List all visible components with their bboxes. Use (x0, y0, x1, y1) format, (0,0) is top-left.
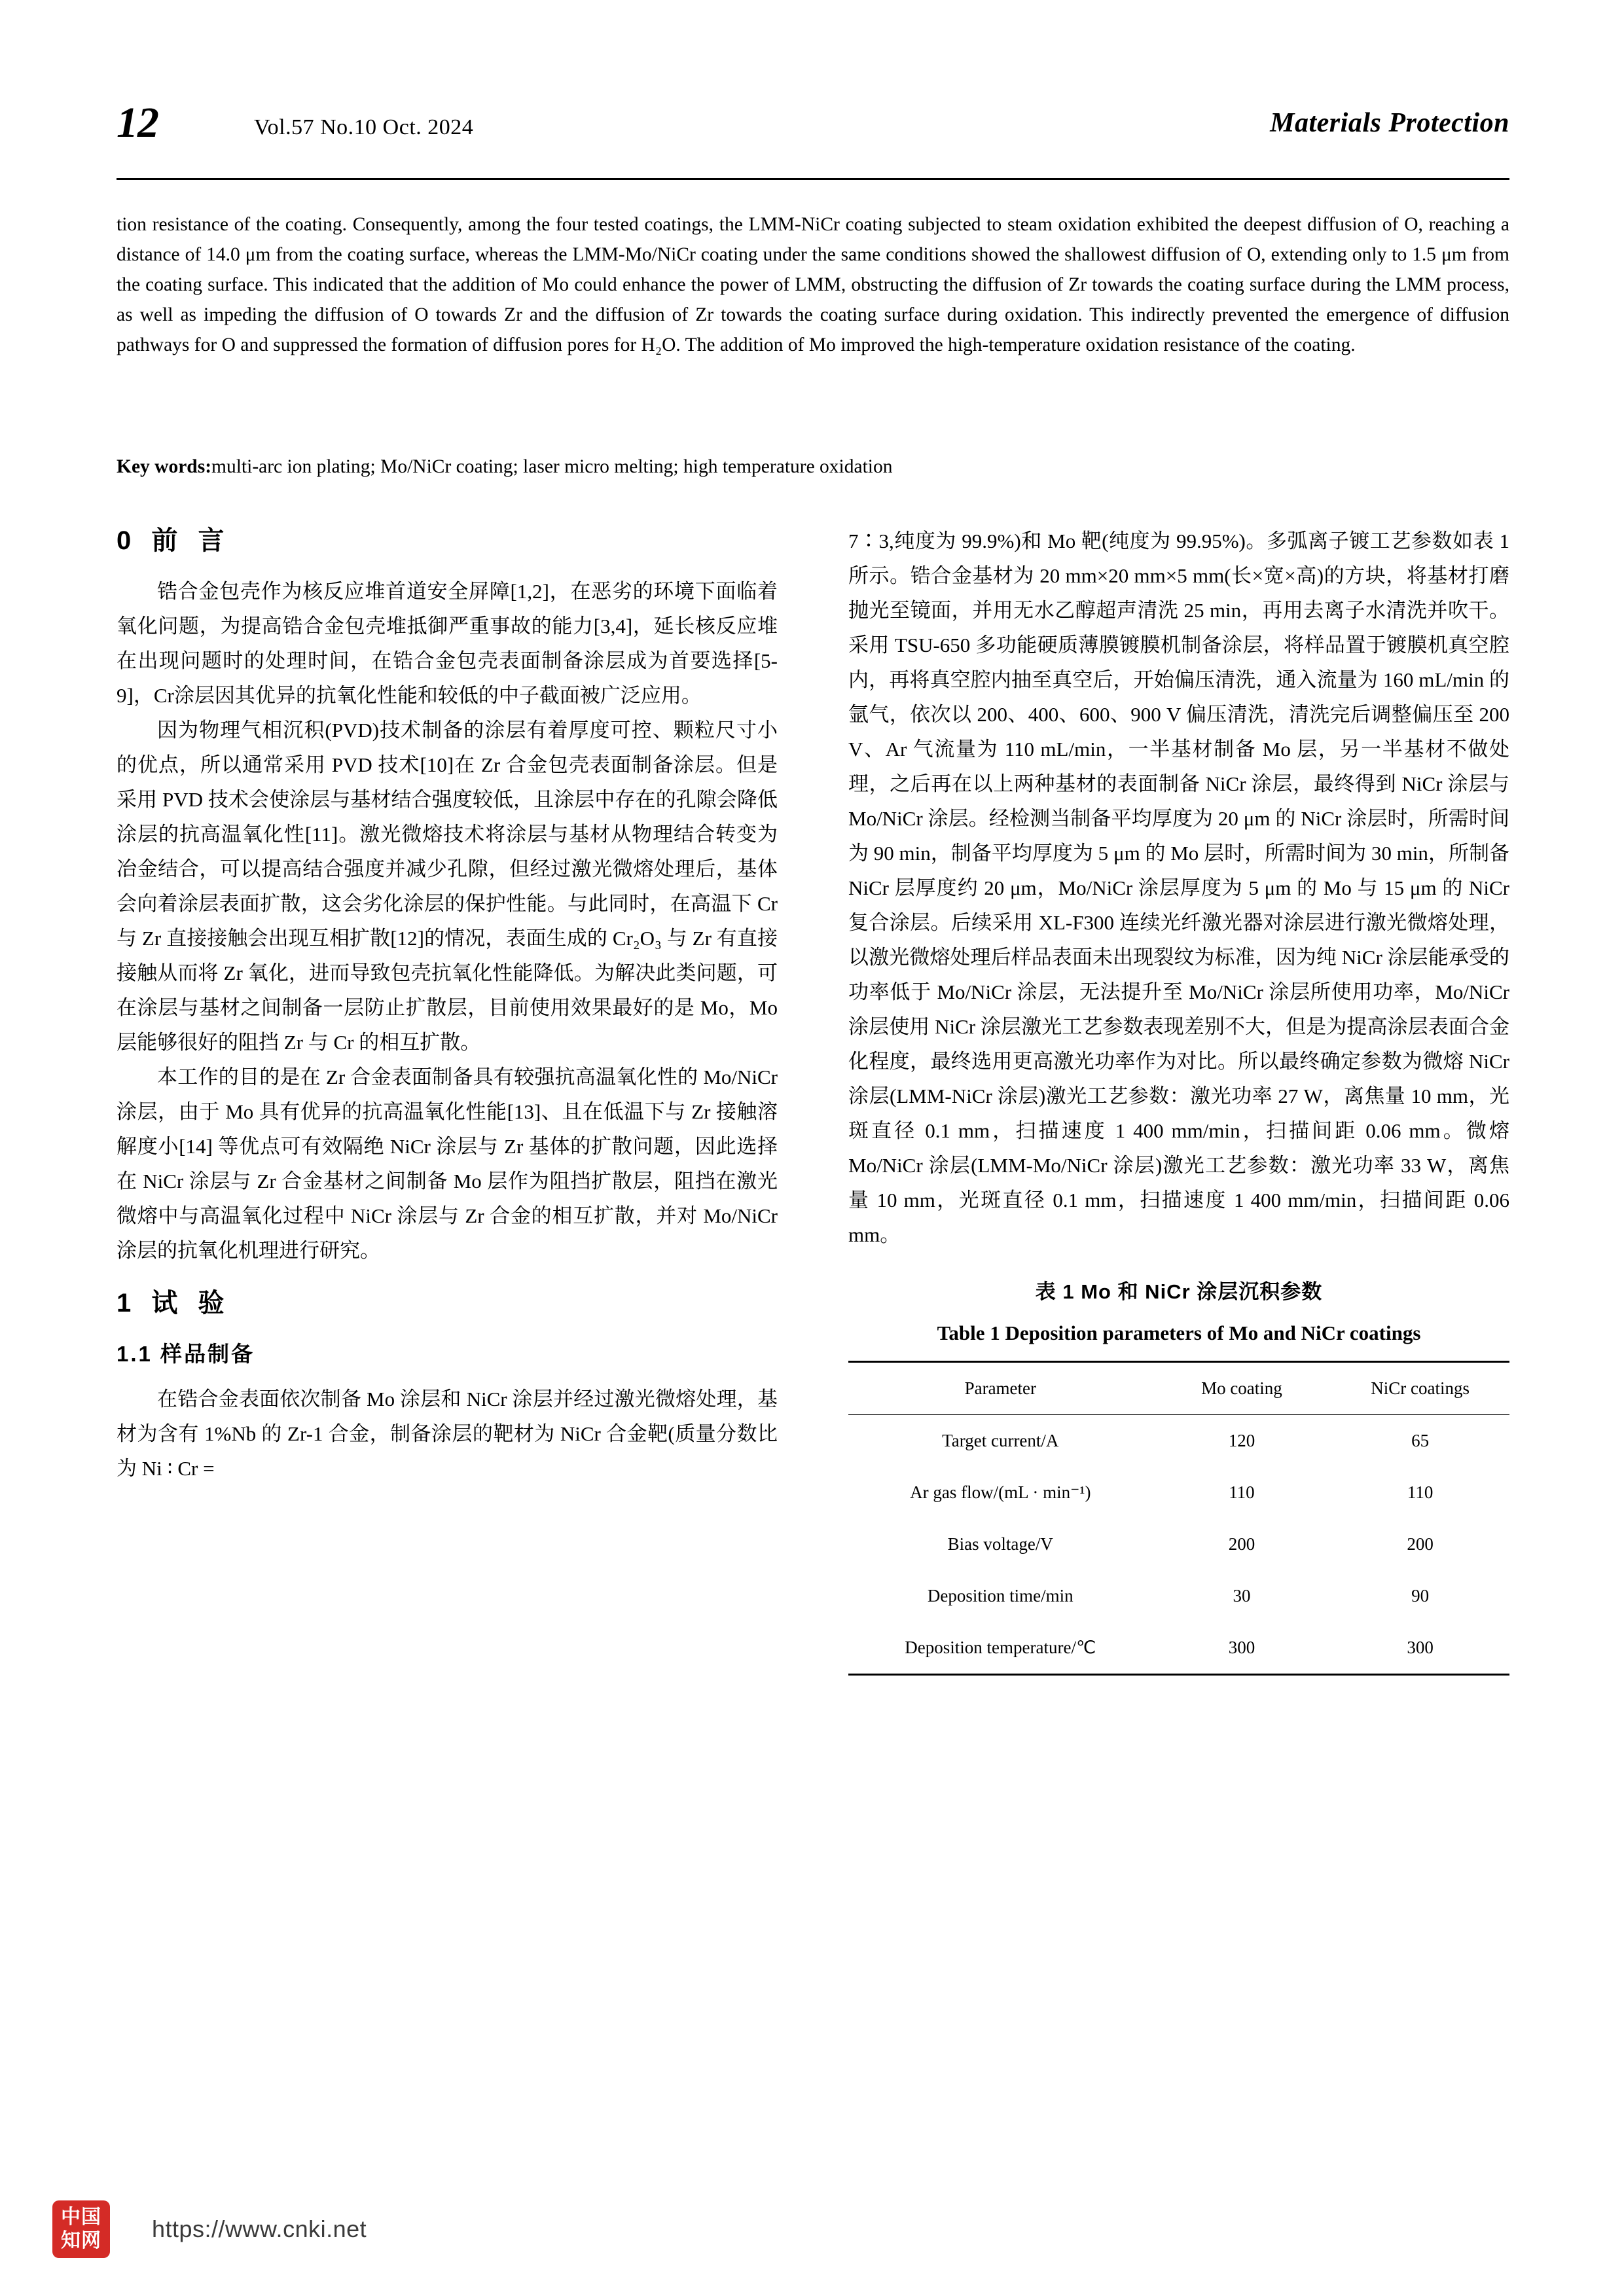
paragraph-r1: 7∶3,纯度为 99.9%)和 Mo 靶(纯度为 99.95%)。多弧离子镀工艺参数如表 1 所示。锆合金基材为 20 mm×20 mm×5 mm(长×宽×高)的方块，将基材打磨抛光至镜面，并用无水乙醇超声清洗 25 min，再用去离子水清洗并吹干。采用 TSU-650 多功能硬质薄膜镀膜机制备涂层，将样品置于镀膜机真空腔内，再将真空腔内抽至真空后，开始偏压清洗，通入流量为 160 mL/min 的氩气，依次以 200、400、600、900 V 偏压清洗，清洗完后调整偏压至 200 V、Ar 气流量为 110 mL/min，一半基材制备 Mo 层，另一半基材不做处理，之后再在以上两种基材的表面制备 NiCr 涂层，最终得到 NiCr 涂层与 Mo/NiCr 涂层。经检测当制备平均厚度为 20 μm 的 NiCr 涂层时，所需时间为 90 min，制备平均厚度为 5 μm 的 Mo 层时，所需时间为 30 min，所制备 NiCr 层厚度约 20 μm，Mo/NiCr 涂层厚度为 5 μm 的 Mo 与 15 μm 的 NiCr 复合涂层。后续采用 XL-F300 连续光纤激光器对涂层进行激光微熔处理，以激光微熔处理后样品表面未出现裂纹为标准，因为纯 NiCr 涂层能承受的功率低于 Mo/NiCr 涂层，无法提升至 Mo/NiCr 涂层所使用功率，Mo/NiCr 涂层使用 NiCr 涂层激光工艺参数表现差别不大，但是为提高涂层表面合金化程度，最终选用更高激光功率作为对比。所以最终确定参数为微熔 NiCr 涂层(LMM-NiCr 涂层)激光工艺参数：激光功率 27 W，离焦量 10 mm，光斑直径 0.1 mm，扫描速度 1 400 mm/min，扫描间距 0.06 mm。微熔 Mo/NiCr 涂层(LMM-Mo/NiCr 涂层)激光工艺参数：激光功率 33 W，离焦量 10 mm，光斑直径 0.1 mm，扫描速度 1 400 mm/min，扫描间距 0.06 mm。 (848, 529, 1509, 1246)
table-1-block (848, 1274, 1509, 1676)
heading-section-0: 0 前 言 (117, 526, 231, 555)
page-number: 12 (117, 99, 158, 147)
cell-parameter: Bias voltage/V (947, 1534, 1053, 1554)
cnki-logo-icon (52, 2200, 110, 2258)
cell-nicr: 110 (1407, 1482, 1434, 1502)
table-row (848, 1518, 1509, 1570)
cell-nicr: 90 (1411, 1586, 1430, 1605)
cell-nicr: 65 (1411, 1431, 1430, 1450)
cnki-watermark (52, 2200, 367, 2258)
keywords-value: multi-arc ion plating; Mo/NiCr coating; laser micro melting; high temperature oxidation (211, 456, 893, 477)
cell-mo: 110 (1229, 1482, 1255, 1502)
right-column (848, 524, 1509, 1676)
cnki-logo-line1: 中国 (61, 2206, 101, 2228)
paragraph-l4: 在锆合金表面依次制备 Mo 涂层和 NiCr 涂层并经过激光微熔处理，基材为含有 1%Nb 的 Zr-1 合金，制备涂层的靶材为 NiCr 合金靶(质量分数比为 Ni ∶ Cr = (117, 1388, 778, 1480)
cell-mo: 30 (1233, 1586, 1251, 1605)
cnki-logo-line2: 知网 (61, 2230, 101, 2251)
journal-title: Materials Protection (1270, 108, 1509, 138)
keywords-label: Key words: (117, 456, 212, 477)
table-header-row (848, 1362, 1509, 1415)
table-row (848, 1467, 1509, 1518)
deposition-parameters-table (848, 1361, 1509, 1676)
header-divider (117, 178, 1509, 180)
table-row (848, 1622, 1509, 1675)
column-header-mo-coating: Mo coating (1153, 1362, 1331, 1415)
cell-mo: 300 (1153, 1622, 1331, 1675)
cell-parameter: Deposition time/min (927, 1586, 1074, 1605)
issue-line: Vol.57 No.10 Oct. 2024 (254, 115, 474, 139)
left-column (117, 524, 778, 1486)
cell-nicr: 300 (1331, 1622, 1509, 1675)
abstract-paragraph: tion resistance of the coating. Consequently, among the four tested coatings, the LMM-NiCr coating subjected to steam oxidation exhibited the deepest diffusion of O, reaching a distance of 14.0 μm from the coating surface, whereas the LMM-Mo/NiCr coating under the same conditions showed the shallowest diffusion of O, extending only to 1.5 μm from the coating surface. This indicated that the addition of Mo could enhance the power of LMM, obstructing the diffusion of Zr towards the coating surface during the LMM process, as well as impeding the diffusion of O towards Zr and the diffusion of Zr towards the coating surface during oxidation. This indirectly prevented the emergence of diffusion pathways for O and suppressed the formation of diffusion pores for H₂O. The addition of Mo improved the high-temperature oxidation resistance of the coating. (117, 214, 1509, 355)
heading-section-1: 1 试 验 (117, 1289, 231, 1318)
abstract-text (117, 209, 1509, 360)
table-caption-en: Table 1 Deposition parameters of Mo and NiCr coatings (937, 1321, 1421, 1344)
column-header-parameter: Parameter (848, 1362, 1153, 1415)
cell-parameter: Deposition temperature/℃ (848, 1622, 1153, 1675)
column-header-nicr-coatings: NiCr coatings (1331, 1362, 1509, 1415)
paragraph-l3: 本工作的目的是在 Zr 合金表面制备具有较强抗高温氧化性的 Mo/NiCr 涂层，由于 Mo 具有优异的抗高温氧化性能[13]、且在低温下与 Zr 接触溶解度小[14] 等优点可有效隔绝 NiCr 涂层与 Zr 基体的扩散问题，因此选择在 NiCr 涂层与 Zr 合金基材之间制备 Mo 层作为阻挡扩散层，阻挡在激光微熔中与高温氧化过程中 NiCr 涂层与 Zr 合金的相互扩散，并对 Mo/NiCr 涂层的抗氧化机理进行研究。 (117, 1066, 778, 1262)
heading-section-1-1: 1.1 样品制备 (117, 1342, 255, 1366)
paragraph-l1: 锆合金包壳作为核反应堆首道安全屏障[1,2]，在恶劣的环境下面临着氧化问题，为提高锆合金包壳堆抵御严重事故的能力[3,4]，延长核反应堆在出现问题时的处理时间，在锆合金包壳表面制备涂层成为首要选择[5-9]，Cr涂层因其优异的抗氧化性能和较低的中子截面被广泛应用。 (117, 580, 778, 707)
cnki-url: https://www.cnki.net (152, 2215, 367, 2242)
table-row (848, 1570, 1509, 1622)
table-caption-cn: 表 1 Mo 和 NiCr 涂层沉积参数 (1035, 1280, 1323, 1303)
paragraph-l2: 因为物理气相沉积(PVD)技术制备的涂层有着厚度可控、颗粒尺寸小的优点，所以通常采用 PVD 技术[10]在 Zr 合金包壳表面制备涂层。但是采用 PVD 技术会使涂层与基材结合强度较低，且涂层中存在的孔隙会降低涂层的抗高温氧化性[11]。激光微熔技术将涂层与基材从物理结合转变为冶金结合，可以提高结合强度并减少孔隙，但经过激光微熔处理后，基体会向着涂层表面扩散，这会劣化涂层的保护性能。与此同时，在高温下 Cr 与 Zr 直接接触会出现互相扩散[12]的情况，表面生成的 Cr₂O₃ 与 Zr 有直接接触从而将 Zr 氧化，进而导致包壳抗氧化性能降低。为解决此类问题，可在涂层与基材之间制备一层防止扩散层，目前使用效果最好的是 Mo，Mo 层能够很好的阻挡 Zr 与 Cr 的相互扩散。 (117, 719, 778, 1054)
page-header (117, 98, 1509, 177)
cell-mo: 120 (1228, 1431, 1255, 1450)
cell-parameter: Ar gas flow/(mL · min⁻¹) (910, 1482, 1091, 1502)
cell-nicr: 200 (1407, 1534, 1434, 1554)
cell-parameter: Target current/A (942, 1431, 1059, 1450)
cell-mo: 200 (1228, 1534, 1255, 1554)
keywords-line (117, 452, 1509, 482)
table-row (848, 1415, 1509, 1467)
